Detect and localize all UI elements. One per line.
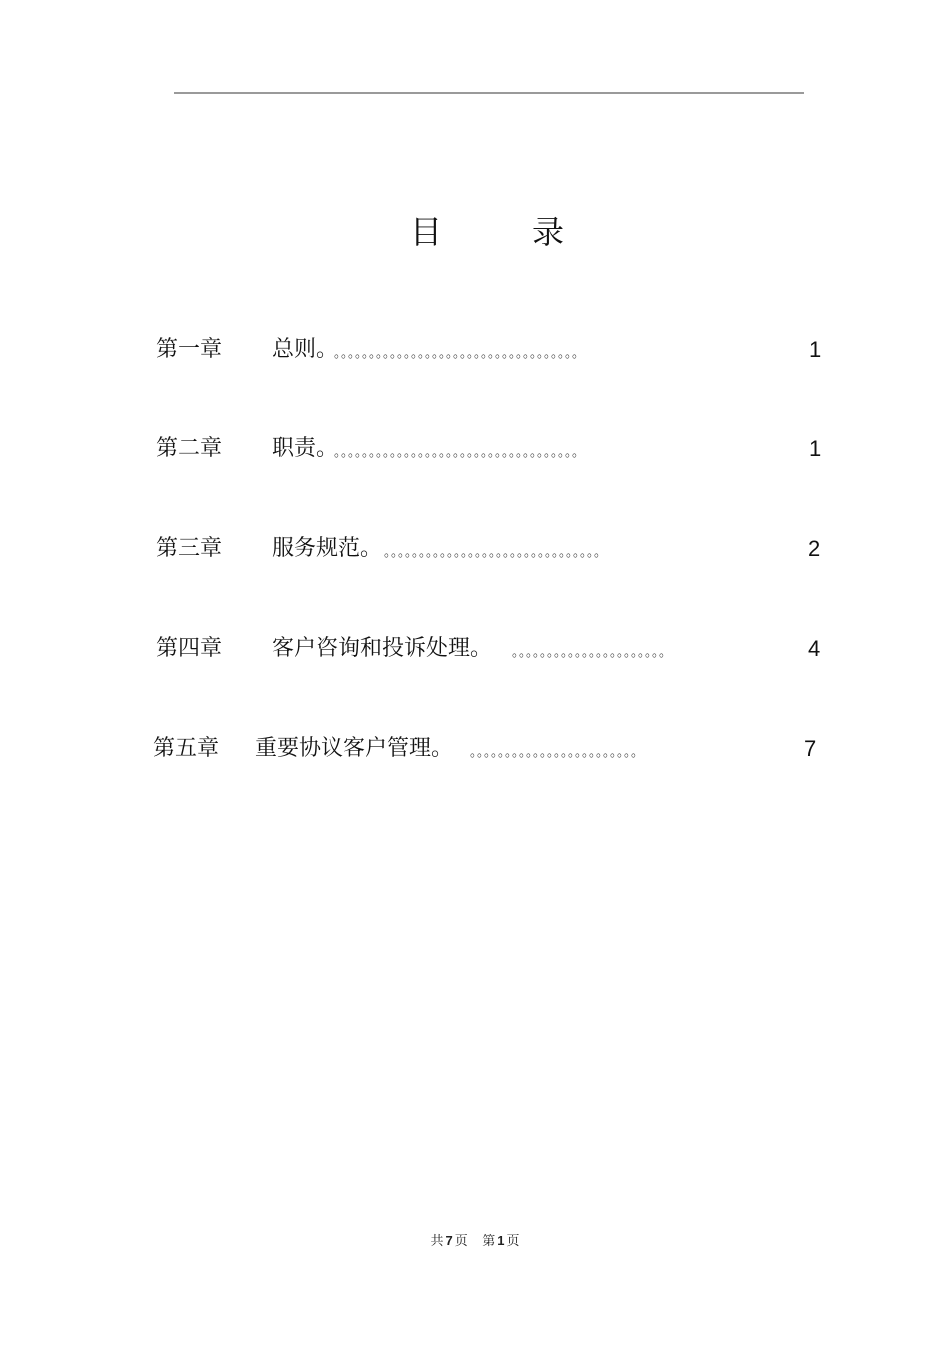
toc-dot-leader: 。。。。。。。。。。。。。。。。。。。。。。。。。。。。。。。 (384, 545, 608, 560)
toc-heading: 重要协议客户管理。 (255, 736, 454, 761)
footer-total-suffix: 页 (454, 1234, 468, 1249)
footer-current-page: 1 (497, 1233, 505, 1248)
toc-dot-leader: 。。。。。。。。。。。。。。。。。。。。。。。。 (470, 745, 645, 760)
toc-dot-leader: 。。。。。。。。。。。。。。。。。。。。。。。。。。。。。。。。。。。 (334, 346, 586, 361)
toc-dot-leader: 。。。。。。。。。。。。。。。。。。。。。。。。。。。。。。。。。。。 (334, 445, 586, 460)
footer-total-pages: 7 (445, 1233, 453, 1248)
toc-heading: 服务规范。 (272, 536, 383, 561)
toc-chapter-label: 第一章 (156, 337, 223, 362)
page-footer (0, 1232, 950, 1251)
toc-entry-1[interactable] (0, 332, 950, 368)
toc-page-number: 4 (808, 636, 821, 661)
toc-entry-3[interactable] (0, 531, 950, 567)
toc-page-number: 1 (809, 337, 822, 362)
toc-dot-leader: 。。。。。。。。。。。。。。。。。。。。。。 (512, 645, 673, 660)
toc-entry-2[interactable] (0, 431, 950, 467)
toc-page-number: 1 (809, 436, 822, 461)
toc-title-char-1: 目 (410, 213, 443, 251)
footer-current-prefix: 第 (482, 1234, 496, 1249)
toc-title (0, 212, 950, 256)
toc-heading: 客户咨询和投诉处理。 (272, 636, 493, 661)
toc-heading: 职责。 (272, 436, 339, 461)
toc-chapter-label: 第五章 (153, 736, 220, 761)
footer-total-prefix: 共 (430, 1234, 444, 1249)
toc-heading: 总则。 (272, 337, 339, 362)
toc-chapter-label: 第三章 (156, 536, 223, 561)
toc-title-char-2: 录 (532, 213, 565, 251)
header-rule (174, 92, 804, 94)
toc-entry-4[interactable] (0, 631, 950, 667)
toc-entry-5[interactable] (0, 731, 950, 767)
toc-page-number: 7 (804, 736, 817, 761)
toc-page-number: 2 (808, 536, 821, 561)
toc-chapter-label: 第二章 (156, 436, 223, 461)
toc-chapter-label: 第四章 (156, 636, 223, 661)
footer-current-suffix: 页 (506, 1234, 520, 1249)
